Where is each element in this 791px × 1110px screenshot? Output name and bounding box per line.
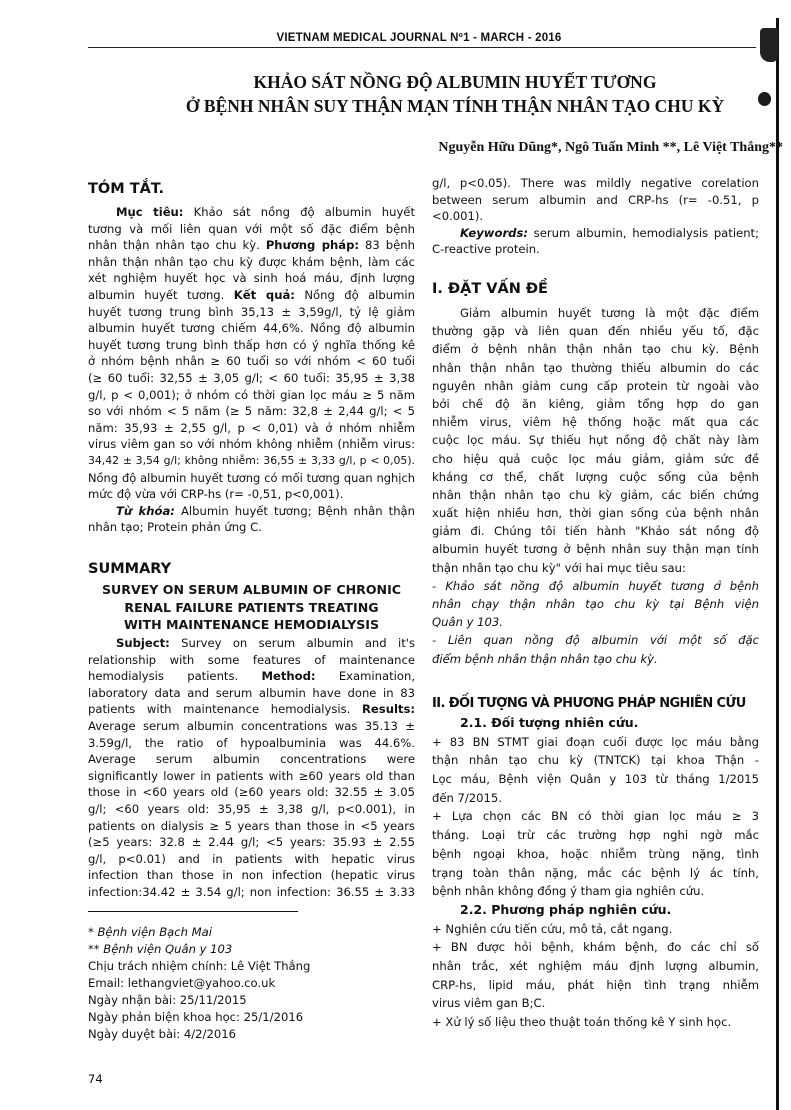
text-line: thận nhân tạo chu kỳ (TNTCK) tại khoa Thận - (432, 753, 759, 768)
text-line: + 83 BN STMT giai đoạn cuối được lọc máu bằng (432, 734, 759, 749)
italic-text: - Liên quan nồng độ albumin với một số đặc (432, 633, 759, 648)
summary-title-line: SURVEY ON SERUM ALBUMIN OF CHRONIC (101, 582, 402, 597)
scan-edge-artifact (760, 28, 778, 62)
paragraph (88, 204, 415, 503)
text-line: huyết tương trung bình thấp hơn có ý nghĩa thống kê (88, 337, 415, 352)
text-line (432, 225, 759, 242)
text-line: virus viêm gan so với nhóm không nhiễm (nhiễm virus: (88, 437, 415, 452)
text-line: Average serum albumin concentrations were (88, 752, 415, 767)
text-line (432, 577, 759, 595)
text-run: Khảo sát nồng độ albumin huyết (183, 205, 415, 219)
text-line: bệnh ngoại khoa, hoặc nhiễm trùng nặng, tình (432, 846, 759, 861)
scan-edge-artifact (776, 18, 779, 1110)
text-line: infection:34.42 ± 3.54 g/l; non infection: 36.55 ± 3.33 (88, 884, 415, 899)
text-line: bởi chế độ ăn kiêng, giảm tổng hợp do gan (432, 396, 759, 411)
text-line (88, 941, 415, 958)
footnote-rule (88, 911, 298, 912)
text-line: (≥ 60 tuổi: 32,55 ± 3,05 g/l; < 60 tuổi: 35,95 ± 3,38 (88, 370, 415, 385)
text-line: + BN được hỏi bệnh, khám bệnh, đo các chỉ số (432, 940, 759, 955)
methods-heading: II. ĐỐI TƯỢNG VÀ PHƯƠNG PHÁP NGHIÊN CỨU (432, 696, 746, 711)
paragraph (432, 938, 759, 1013)
text-line: (≥5 years: 32.8 ± 2.44 g/l; <5 years: 35.93 ± 2.55 (88, 835, 415, 850)
title-line: Ở BỆNH NHÂN SUY THẬN MẠN TÍNH THẬN NHÂN TẠO CHU KỲ (185, 96, 725, 116)
paragraph (432, 920, 759, 939)
text-line (88, 204, 415, 221)
page-number: 74 (88, 1072, 103, 1086)
paragraph (88, 992, 415, 1009)
text-line: tháng. Loại trừ các trường hợp nghi ngờ mắc (432, 828, 759, 843)
text-line: tương và mối liên quan với một số đặc điểm bệnh (88, 221, 415, 236)
text-run: Nồng độ albumin (294, 287, 415, 302)
text-line (88, 287, 415, 304)
paragraph (432, 304, 759, 577)
text-line (88, 237, 415, 254)
subsection-heading (432, 714, 759, 733)
text-line: Email: lethangviet@yahoo.co.uk (88, 976, 276, 990)
bold-label: Keywords: (460, 225, 528, 240)
authors: Nguyễn Hữu Dũng*, Ngô Tuấn Minh **, Lê Việt Thắng** (438, 140, 783, 155)
text-line: those in <60 years old (≥60 years old: 32.55 ± 3.05 (88, 785, 415, 800)
text-line: C-reactive protein. (432, 242, 540, 257)
text-run: Albumin huyết tương; Bệnh nhân thận (174, 503, 415, 518)
text-line: Average serum albumin concentrations was 35.13 ± (88, 718, 415, 733)
text-line: + Lựa chọn các BN có thời gian lọc máu ≥ 3 (432, 809, 759, 824)
text-line: thận nhân tạo chu kỳ" với hai mục tiêu sau: (432, 560, 686, 575)
subsection-heading (432, 901, 759, 920)
title-line: KHẢO SÁT NỒNG ĐỘ ALBUMIN HUYẾT TƯƠNG (253, 72, 657, 92)
paragraph (432, 225, 759, 258)
text-line: xét nghiệm huyết học và sinh hoá máu, định lượng (88, 271, 415, 286)
text-line: Ngày nhận bài: 25/11/2015 (88, 993, 247, 1007)
text-line: nhân thận nhân tạo chu kỳ giảm, các biến chứng (432, 487, 759, 502)
paragraph (88, 1026, 415, 1043)
italic-text: ** Bệnh viện Quân y 103 (88, 942, 233, 956)
text-line: điểm ở bệnh nhân thận nhân tạo chu kỳ. Bệnh (432, 342, 759, 357)
text-line: infection than those in non infection (hepatic virus (88, 868, 415, 883)
paragraph (88, 924, 415, 941)
italic-text: * Bệnh viện Bạch Mai (88, 925, 212, 939)
text-line (432, 613, 759, 631)
text-line: năm: 35,93 ± 2,55 g/l, p < 0,01) và ở nhóm nhiễm (88, 420, 415, 435)
text-line: Lọc máu, Bệnh viện Quân y 103 từ tháng 1/2015 (432, 772, 759, 787)
summary-continuation (432, 175, 759, 258)
text-line: 3.59g/l, the ratio of hypoalbuminia was 44.6%. (88, 735, 415, 750)
text-line: laboratory data and serum albumin have done in 83 (88, 685, 415, 700)
text-line: nhân tạo; Protein phản ứng C. (88, 520, 262, 535)
text-line (88, 924, 415, 941)
text-run: Examination, (315, 669, 415, 684)
text-line: nhiễm virus, viêm hệ thống hoặc mất qua các (432, 415, 759, 430)
text-line: bệnh nhân không đồng ý tham gia nghiên cứu. (432, 884, 705, 899)
abstract-vi-heading: TÓM TẮT. (88, 181, 165, 197)
text-line: <0.001). (432, 209, 484, 224)
italic-text: điểm bệnh nhân thận nhân tạo chu kỳ. (432, 651, 658, 666)
text-line: Ngày duyệt bài: 4/2/2016 (88, 1027, 236, 1041)
text-line: nhân trắc, xét nghiệm máu định lượng albumin, (432, 958, 759, 973)
text-line: + Nghiên cứu tiến cứu, mô tả, cắt ngang. (432, 921, 673, 936)
text-line: kháng cơ thể, chất lượng cuộc sống của bệnh (432, 469, 759, 484)
paragraph (88, 958, 415, 975)
paragraph (88, 1009, 415, 1026)
text-line: significantly lower in patients with ≥60 years old than (88, 768, 415, 783)
text-line (432, 650, 759, 668)
bold-label: Mục tiêu: (116, 205, 184, 219)
text-run: nhân thận nhân tạo chu kỳ. (88, 238, 266, 253)
bold-label: Phương pháp: (265, 238, 360, 253)
text-line: ở nhóm bệnh nhân ≥ 60 tuổi so với nhóm < 60 tuổi (88, 354, 415, 369)
paragraph (432, 807, 759, 900)
text-line: Nồng độ albumin huyết tương có mối tương quan nghịch (88, 470, 415, 485)
summary-heading: SUMMARY (88, 561, 172, 577)
text-line: + Xử lý số liệu theo thuật toán thống kê Y sinh học. (432, 1015, 732, 1029)
text-line (432, 631, 759, 649)
bold-label: Results: (362, 702, 415, 717)
abstract-vi-body (88, 204, 415, 536)
bold-label: Method: (261, 669, 316, 684)
text-line: trạng toàn thân nặng, mắc các bệnh lý ác tính, (432, 865, 759, 880)
introduction-body (432, 304, 759, 668)
text-line: nhân thận nhân tạo chu kỳ được khám bệnh, làm các (88, 254, 415, 269)
text-line: albumin huyết tương chiếm 44,6%. Nồng độ albumin (88, 321, 415, 336)
paragraph (88, 975, 415, 992)
text-line (432, 595, 759, 613)
text-line: huyết tương trung bình 35,13 ± 3,59g/l, tỷ lệ giảm (88, 304, 415, 319)
summary-title-line: RENAL FAILURE PATIENTS TREATING (124, 599, 379, 615)
text-line: cho hiệu quả cuộc lọc máu giảm, giảm sức đề (432, 451, 759, 466)
bold-label: Kết quả: (233, 287, 295, 302)
text-line: 2.2. Phương pháp nghiên cứu. (460, 901, 672, 917)
paragraph (88, 941, 415, 958)
text-line: thường gặp và liên quan đến nhiều yếu tố, đặc (432, 324, 759, 339)
text-line: Ngày phản biện khoa học: 25/1/2016 (88, 1010, 304, 1024)
paragraph (88, 503, 415, 536)
text-run: Survey on serum albumin and it's (169, 636, 415, 650)
text-line: mức độ vừa với CRP-hs (r= -0,51, p<0,001). (88, 487, 344, 502)
paragraph (432, 1013, 759, 1032)
text-line: 34,42 ± 3,54 g/l; không nhiễm: 36,55 ± 3,33 g/l, p < 0,05). (88, 453, 415, 467)
summary-title-line: WITH MAINTENANCE HEMODIALYSIS (123, 617, 380, 633)
text-line: g/l; <60 years old: 35,95 ± 3,38 g/l, p<0.001), in (88, 801, 415, 816)
text-line (88, 701, 415, 718)
methods-body (432, 714, 759, 1032)
article-title (120, 70, 790, 118)
text-run: patients with maintenance hemodialysis. (88, 702, 362, 717)
summary-title (88, 581, 415, 634)
text-line: giảm đi. Chúng tôi tiến hành "Khảo sát nồng độ (432, 524, 759, 539)
text-run: albumin huyết tương. (88, 287, 234, 302)
bold-label: Từ khóa: (116, 503, 175, 518)
text-line: so với nhóm < 5 năm (≥ 5 năm: 32,8 ± 2,44 g/l; < 5 (88, 404, 415, 419)
text-run: hemodialysis patients. (88, 669, 262, 684)
text-line: relationship with some features of maintenance (88, 652, 415, 667)
text-run: 83 bệnh (359, 238, 415, 253)
text-line: g/l, p < 0,001); ở nhóm có thời gian lọc máu ≥ 5 năm (88, 387, 415, 402)
text-line: g/l, p<0.01) and in patients with hepatic virus (88, 851, 415, 866)
journal-running-header: VIETNAM MEDICAL JOURNAL Nº1 - MARCH - 2016 (276, 32, 562, 44)
text-line (88, 503, 415, 520)
text-line: cuộc lọc máu. Sự thiếu hụt nồng độ chất này làm (432, 433, 759, 448)
paragraph (432, 631, 759, 667)
italic-text: - Khảo sát nồng độ albumin huyết tương ở bệnh (432, 578, 759, 593)
text-line (88, 668, 415, 685)
italic-text: Quân y 103. (432, 615, 503, 630)
text-line: patients on dialysis ≥ 5 years than those in <5 years (88, 818, 415, 833)
text-line: nguyên nhân giảm cung cấp protein từ ngoài vào (432, 378, 759, 393)
text-line: Giảm albumin huyết tương là một đặc điểm (460, 306, 759, 320)
paragraph (432, 175, 759, 225)
introduction-heading: I. ĐẶT VẤN ĐỀ (432, 281, 548, 297)
text-line (88, 635, 415, 652)
text-line: Chịu trách nhiệm chính: Lê Việt Thắng (88, 959, 311, 973)
text-line: xuất hiện nhiều hơn, thời gian sống của bệnh nhân (432, 506, 759, 521)
italic-text: nhân chạy thận nhân tạo chu kỳ tại Bệnh viện (432, 597, 759, 611)
text-line: virus viêm gan B;C. (432, 996, 546, 1011)
bold-label: Subject: (116, 636, 170, 650)
paragraph (432, 577, 759, 632)
text-line: đến 7/2015. (432, 790, 502, 805)
footnotes (88, 924, 415, 1043)
text-line: between serum albumin and CRP-hs (r= -0.51, p (432, 192, 759, 207)
paragraph (432, 733, 759, 808)
text-run: serum albumin, hemodialysis patient; (528, 225, 759, 240)
text-line: nhân thận nhân tạo thường thiếu albumin do các (432, 360, 759, 375)
text-line: g/l, p<0.05). There was mildly negative corelation (432, 176, 759, 190)
summary-body (88, 635, 415, 901)
text-line: CRP-hs, lipid máu, phát hiện tình trạng nhiễm (432, 977, 759, 992)
text-line: 2.1. Đối tượng nhiên cứu. (460, 715, 639, 730)
header-rule (88, 47, 756, 48)
paragraph (88, 635, 415, 901)
text-line: albumin huyết tương ở bệnh nhân suy thận mạn tính (432, 542, 759, 557)
